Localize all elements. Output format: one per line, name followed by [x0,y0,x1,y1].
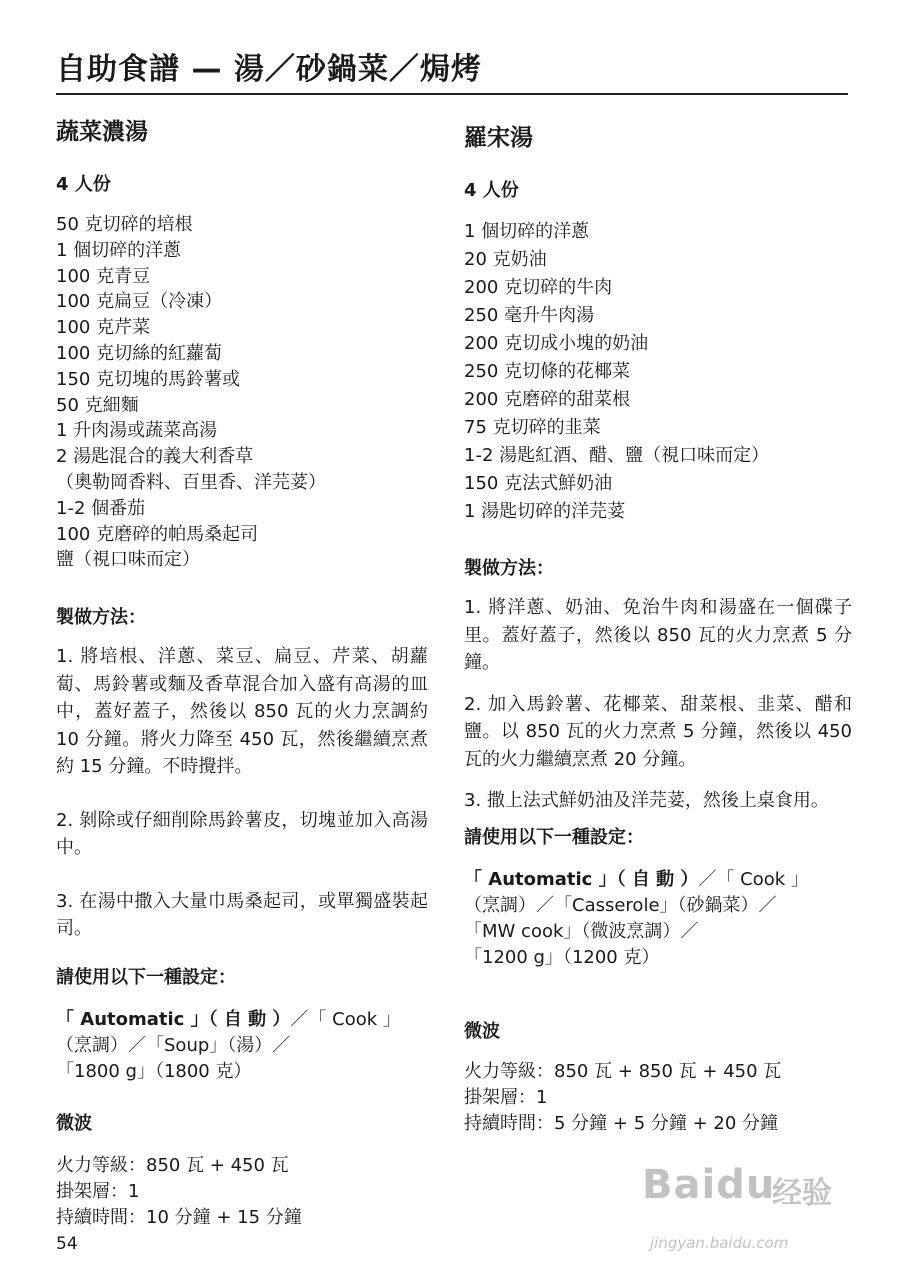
mw-rack: 掛架層：1 [464,1086,548,1108]
ingredient-item: 1 湯匙切碎的洋芫荽 [464,501,626,522]
ingredient-item: 75 克切碎的韭菜 [464,417,601,438]
ingredient-item: 250 毫升牛肉湯 [464,305,595,326]
method-step: 1. 將培根、洋蔥、菜豆、扁豆、芹菜、胡蘿蔔、馬鈴薯或麵及香草混合加入盛有高湯的皿中，蓋好蓋子，然後以 850 瓦的火力烹調約 10 分鐘。將火力降至 450 瓦，然後繼續烹煮約 15 分鐘。不時攪拌。 [56,646,428,778]
ingredient-item: 250 克切條的花椰菜 [464,361,631,382]
ingredient-item: 50 克切碎的培根 [56,214,193,235]
servings: 4 人份 [464,180,519,201]
ingredient-item: 1-2 湯匙紅酒、醋、鹽（視口味而定） [464,445,770,466]
recipe-borscht [464,122,852,1137]
ingredient-item: 100 克青豆 [56,265,151,287]
program-setting [464,867,852,971]
ingredient-item: 1-2 個番茄 [56,497,146,519]
ingredient-item: 150 克法式鮮奶油 [464,473,613,494]
mw-power: 火力等級：850 瓦 + 850 瓦 + 450 瓦 [464,1060,782,1082]
recipe-title: 蔬菜濃湯 [56,119,148,145]
watermark-jingyan: 经验 [772,1176,832,1211]
microwave-heading: 微波 [56,1112,92,1134]
ingredient-item: （奧勒岡香料、百里香、洋芫荽） [56,471,326,493]
recipe-title: 羅宋湯 [464,125,533,151]
ingredient-item: 20 克奶油 [464,249,547,270]
method-step: 2. 加入馬鈴薯、花椰菜、甜菜根、韭菜、醋和鹽。以 850 瓦的火力烹煮 5 分鐘，然後以 450 瓦的火力繼續烹煮 20 分鐘。 [464,693,852,770]
ingredient-item: 200 克切成小塊的奶油 [464,333,649,354]
mw-duration: 持續時間：10 分鐘 + 15 分鐘 [56,1206,302,1228]
ingredient-item: 100 克芹菜 [56,317,151,339]
setting-text: ／「 Cook 」 [290,1008,401,1030]
page-title: 自助食譜 — 湯／砂鍋菜／焗烤 [56,52,482,87]
method-step: 1. 將洋蔥、奶油、免治牛肉和湯盛在一個碟子里。蓋好蓋子，然後以 850 瓦的火力烹煮 5 分鐘。 [464,597,852,673]
setting-text: 「MW cook」（微波烹調）／ [464,920,699,942]
ingredient-item: 鹽（視口味而定） [56,549,200,571]
ingredient-item: 1 升肉湯或蔬菜高湯 [56,420,218,442]
microwave-heading: 微波 [464,1020,500,1042]
ingredient-item: 1 個切碎的洋蔥 [464,221,590,242]
ingredient-list [464,218,852,526]
setting-automatic: 「 Automatic 」（ 自 動 ） [56,1008,291,1030]
program-setting [56,1007,428,1085]
ingredient-item: 50 克細麵 [56,394,139,416]
recipe-vegetable-soup [56,116,428,1231]
setting-text: 「1800 g」（1800 克） [56,1060,252,1082]
settings-heading: 請使用以下一種設定： [56,966,236,988]
ingredient-item: 200 克磨碎的甜菜根 [464,389,631,410]
settings-heading: 請使用以下一種設定： [464,826,644,848]
setting-text: （烹調）／「Soup」（湯）／ [56,1034,291,1056]
method-heading: 製做方法： [464,558,554,579]
title-divider [56,93,848,95]
page-number: 54 [56,1234,78,1254]
method-heading: 製做方法： [56,607,146,629]
setting-text: 「1200 g」（1200 克） [464,946,660,968]
mw-rack: 掛架層：1 [56,1180,140,1202]
method-step: 3. 撒上法式鮮奶油及洋芫荽，然後上桌食用。 [464,790,829,811]
microwave-settings [56,1153,428,1231]
ingredient-item: 100 克磨碎的帕馬桑起司 [56,523,259,545]
ingredient-item: 2 湯匙混合的義大利香草 [56,446,254,468]
watermark-logo: Baidu [642,1162,776,1208]
ingredient-item: 100 克扁豆（冷凍） [56,291,223,313]
ingredient-item: 150 克切塊的馬鈴薯或 [56,368,241,390]
method-step: 3. 在湯中撒入大量巾馬桑起司，或單獨盛裝起司。 [56,890,428,940]
baidu-watermark [642,1162,872,1272]
ingredient-item: 100 克切絲的紅蘿蔔 [56,342,223,364]
ingredient-list [56,212,428,573]
setting-text: ／「 Cook 」 [698,868,809,890]
microwave-settings [464,1059,852,1137]
ingredient-item: 200 克切碎的牛肉 [464,277,613,298]
mw-duration: 持續時間：5 分鐘 + 5 分鐘 + 20 分鐘 [464,1112,779,1134]
setting-text: （烹調）／「Casserole」（砂鍋菜）／ [464,894,777,916]
method-step: 2. 剝除或仔細削除馬鈴薯皮，切塊並加入高湯中。 [56,809,428,859]
mw-power: 火力等級：850 瓦 + 450 瓦 [56,1154,289,1176]
ingredient-item: 1 個切碎的洋蔥 [56,239,182,261]
watermark-url: jingyan.baidu.com [650,1234,789,1252]
servings: 4 人份 [56,174,111,195]
setting-automatic: 「 Automatic 」（ 自 動 ） [464,868,699,890]
